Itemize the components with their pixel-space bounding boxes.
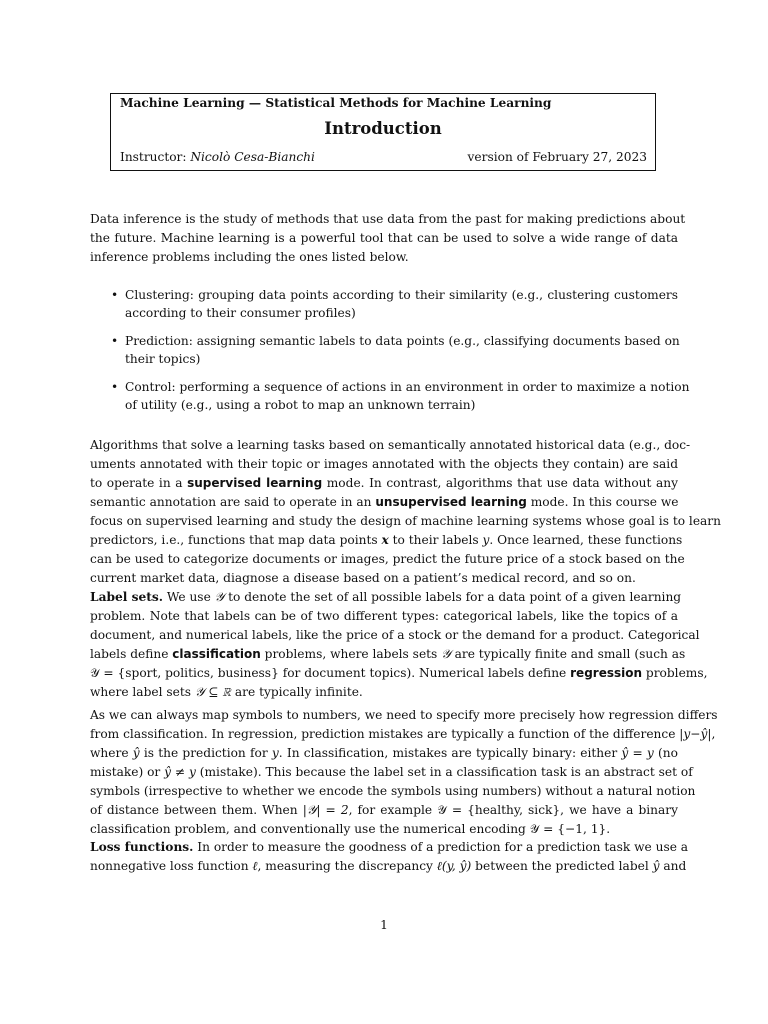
version-date: version of February 27, 2023 (467, 150, 647, 164)
paragraph-line: focus on supervised learning and study the design of machine learning systems whose goal is to learn (90, 514, 721, 528)
intro-paragraph (90, 210, 686, 267)
paragraph-line: can be used to categorize documents or images, predict the future price of a stock based on the (90, 552, 685, 566)
paragraph-line: current market data, diagnose a disease based on a patient’s medical record, and so on. (90, 571, 636, 585)
list-item-line: Clustering: grouping data points according to their similarity (e.g., clustering customers (125, 288, 678, 302)
section-heading-label-sets: Label sets. (90, 590, 163, 604)
paragraph-line: where label sets 𝒴 ⊆ ℝ are typically infinite. (90, 685, 363, 699)
paragraph-line: where ŷ is the prediction for y. In classification, mistakes are typically binary: either ŷ = y (no (90, 746, 678, 760)
paragraph-line: from classification. In regression, prediction mistakes are typically a function of the difference |y−ŷ|, (90, 727, 716, 741)
paragraph-line: Data inference is the study of methods that use data from the past for making predictions about (90, 212, 686, 226)
paragraph-line: symbols (irrespective to whether we encode the symbols using numbers) without a natural notion (90, 784, 696, 798)
page-number: 1 (380, 918, 388, 932)
label-sets-paragraph (90, 588, 708, 702)
paragraph-line: mistake) or ŷ ≠ y (mistake). This because the label set in a classification task is an abstract set of (90, 765, 693, 779)
instructor-name: Nicolò Cesa-Bianchi (190, 150, 315, 164)
list-item-line: of utility (e.g., using a robot to map an unknown terrain) (125, 397, 476, 412)
instructor-label: Instructor: (120, 150, 187, 164)
bullet-icon: • (111, 380, 119, 394)
paragraph-line: document, and numerical labels, like the price of a stock or the demand for a product. Categorical (90, 628, 700, 642)
math-y: y (482, 533, 490, 547)
paragraph-line: inference problems including the ones listed below. (90, 250, 409, 264)
instructor-line (120, 150, 315, 164)
document-title: Introduction (324, 119, 442, 138)
list-item (125, 287, 678, 322)
paragraph-line: Algorithms that solve a learning tasks based on semantically annotated historical data (e.g., doc- (90, 438, 691, 452)
list-item (125, 379, 690, 414)
keyword-regression: regression (570, 666, 643, 680)
section-heading-loss-functions: Loss functions. (90, 840, 194, 854)
paragraph-line: Label sets. We use 𝒴 to denote the set of all possible labels for a data point of a given learning (90, 590, 682, 604)
paragraph-line: semantic annotation are said to operate in an unsupervised learning mode. In this course we (90, 495, 679, 509)
paragraph-line: uments annotated with their topic or images annotated with the objects they contain) are said (90, 457, 678, 471)
paragraph-line: Loss functions. In order to measure the goodness of a prediction for a prediction task we use a (90, 840, 689, 854)
keyword-unsupervised-learning: unsupervised learning (375, 495, 527, 509)
list-item-line: their topics) (125, 351, 201, 366)
paragraph-line: classification problem, and conventionally use the numerical encoding 𝒴 = {−1, 1}. (90, 822, 611, 836)
paragraph-line: nonnegative loss function ℓ, measuring the discrepancy ℓ(y, ŷ) between the predicted label ŷ and (90, 859, 687, 873)
list-item-line: Control: performing a sequence of actions in an environment in order to maximize a notion (125, 380, 690, 394)
keyword-supervised-learning: supervised learning (187, 476, 323, 490)
bullet-icon: • (111, 334, 119, 348)
math-x: x (381, 533, 389, 547)
supervised-learning-paragraph (90, 436, 721, 588)
paragraph-line: problem. Note that labels can be of two different types: categorical labels, like the topics of a (90, 609, 678, 623)
regression-paragraph (90, 706, 718, 839)
course-title: Machine Learning — Statistical Methods for Machine Learning (120, 96, 552, 110)
paragraph-line: labels define classification problems, where labels sets 𝒴 are typically finite and small (such as (90, 647, 686, 661)
paragraph-line: of distance between them. When |𝒴| = 2, for example 𝒴 = {healthy, sick}, we have a binary (90, 803, 679, 817)
paragraph-line: 𝒴 = {sport, politics, business} for document topics). Numerical labels define regression problems, (90, 666, 708, 680)
paragraph-line: the future. Machine learning is a powerful tool that can be used to solve a wide range of data (90, 231, 678, 245)
list-item (125, 333, 678, 368)
paragraph-line: predictors, i.e., functions that map data points x to their labels y. Once learned, these functions (90, 533, 683, 547)
list-item-line: Prediction: assigning semantic labels to data points (e.g., classifying documents based on (125, 334, 680, 348)
title-box (110, 93, 656, 171)
bullet-icon: • (111, 288, 119, 302)
loss-functions-paragraph (90, 838, 689, 876)
paragraph-line: As we can always map symbols to numbers, we need to specify more precisely how regression differs (90, 708, 718, 722)
keyword-classification: classification (172, 647, 261, 661)
paragraph-line: to operate in a supervised learning mode. In contrast, algorithms that use data without any (90, 476, 678, 490)
list-item-line: according to their consumer profiles) (125, 305, 356, 320)
